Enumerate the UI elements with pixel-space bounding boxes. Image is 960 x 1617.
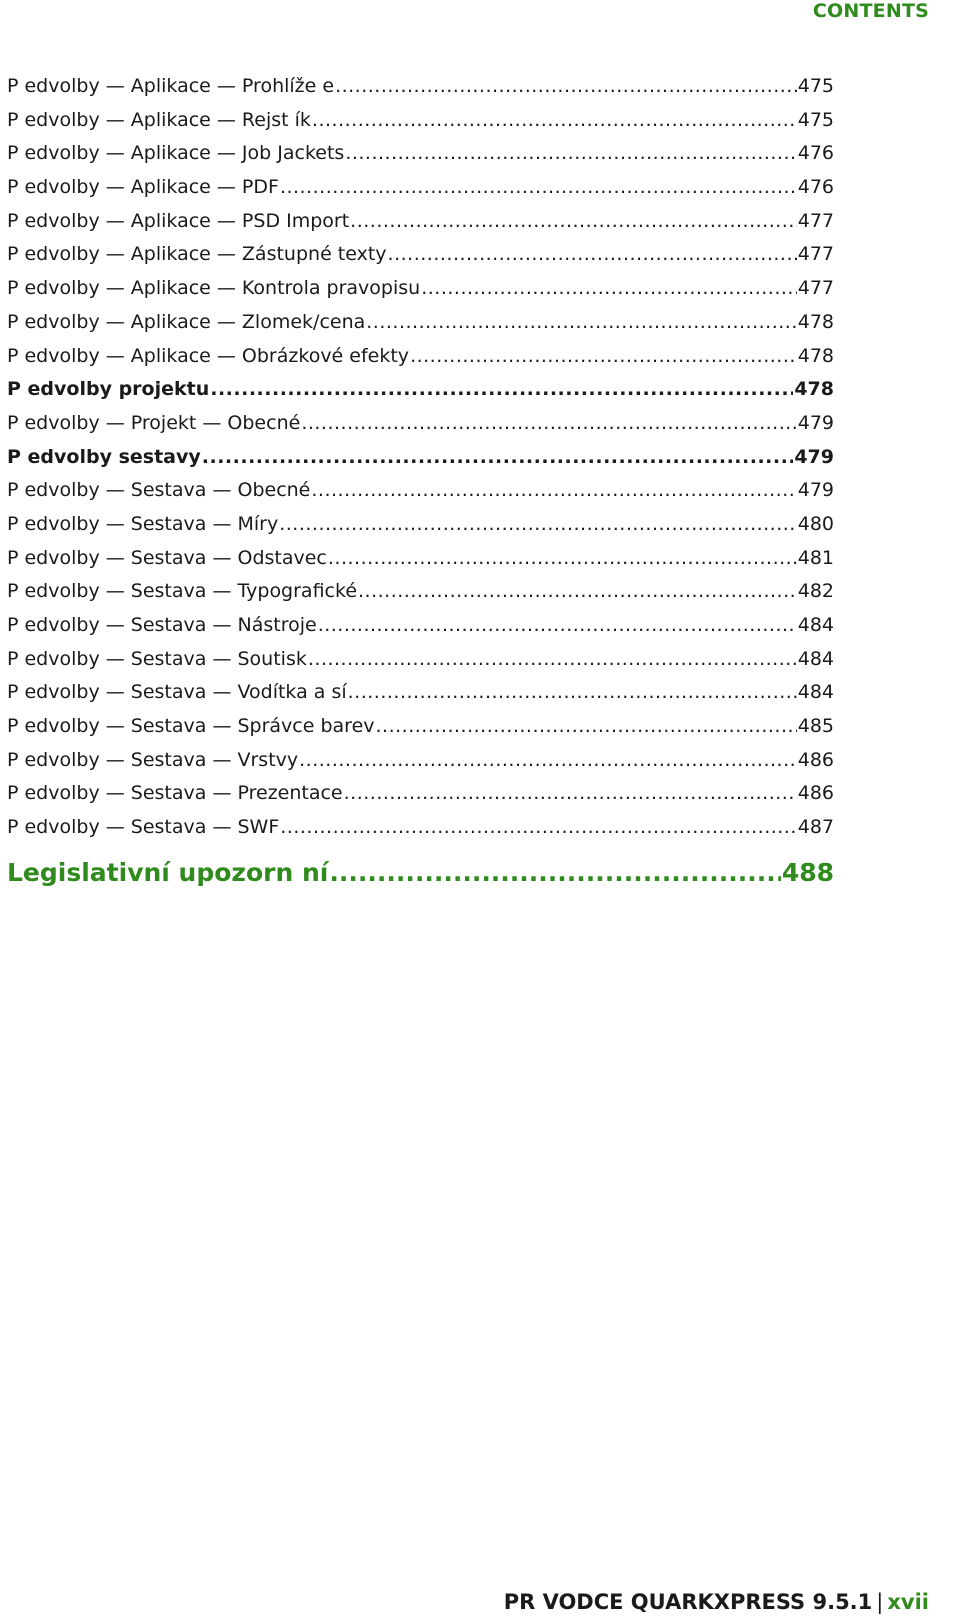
toc-entry[interactable] <box>7 176 834 210</box>
toc-entry[interactable] <box>7 681 834 715</box>
toc-entry-label: P edvolby — Aplikace — Kontrola pravopisu <box>7 277 421 300</box>
toc-entry-label: P edvolby — Aplikace — Zástupné texty <box>7 243 387 266</box>
toc-entry-label: P edvolby sestavy <box>7 445 201 468</box>
toc-leader-dots <box>280 176 797 198</box>
footer-separator: | <box>876 1590 884 1614</box>
toc-entry-page: 482 <box>797 580 834 603</box>
toc-entry-label: P edvolby — Sestava — Vrstvy <box>7 748 299 771</box>
toc-entry[interactable] <box>7 109 834 143</box>
toc-leader-dots <box>335 75 797 97</box>
toc-leader-dots <box>301 412 796 434</box>
toc-entry[interactable] <box>7 547 834 581</box>
toc-entry-label: P edvolby — Sestava — SWF <box>7 816 280 839</box>
toc-entry[interactable] <box>7 345 834 379</box>
toc-entry-label: P edvolby projektu <box>7 378 210 401</box>
toc-leader-dots <box>308 648 797 670</box>
toc-entry-page: 486 <box>797 782 834 805</box>
toc-entry-page: 476 <box>797 142 834 165</box>
toc-leader-dots <box>202 446 794 468</box>
toc-entry-page: 478 <box>794 378 834 401</box>
toc-leader-dots <box>350 210 797 232</box>
toc-entry-page: 476 <box>797 176 834 199</box>
toc-entry-label: P edvolby — Projekt — Obecné <box>7 411 301 434</box>
toc-entry-label: P edvolby — Aplikace — Obrázkové efekty <box>7 344 410 367</box>
toc-entry-label: P edvolby — Sestava — Správce barev <box>7 715 375 738</box>
toc-entry-label: P edvolby — Sestava — Obecné <box>7 479 311 502</box>
toc-entry[interactable] <box>7 513 834 547</box>
toc-entry[interactable] <box>7 479 834 513</box>
toc-entry-page: 486 <box>797 748 834 771</box>
toc-leader-dots <box>344 782 797 804</box>
toc-leader-dots <box>311 479 796 501</box>
toc-entry[interactable] <box>7 142 834 176</box>
toc-entry[interactable] <box>7 715 834 749</box>
toc-entry-page: 478 <box>797 344 834 367</box>
toc-leader-dots <box>210 378 793 400</box>
page-footer <box>504 1590 929 1614</box>
toc-leader-dots <box>345 142 796 164</box>
toc-entry[interactable] <box>7 782 834 816</box>
toc-entry[interactable] <box>7 580 834 614</box>
toc-entry-page: 487 <box>797 816 834 839</box>
footer-title: PR VODCE QUARKXPRESS 9.5.1 <box>503 1590 873 1614</box>
toc-chapter-page: 488 <box>781 858 834 887</box>
toc-entry-label: P edvolby — Aplikace — PDF <box>7 176 279 199</box>
toc-section-entry[interactable] <box>7 446 834 480</box>
toc-entry-label: P edvolby — Aplikace — PSD Import <box>7 209 350 232</box>
toc-leader-dots <box>358 580 797 602</box>
toc-entry-page: 479 <box>794 445 834 468</box>
toc-entry-page: 479 <box>797 479 834 502</box>
toc-leader-dots <box>329 858 780 887</box>
toc-entry-label: P edvolby — Aplikace — Rejst ík <box>7 108 311 131</box>
toc-entry[interactable] <box>7 749 834 783</box>
page-header-title: CONTENTS <box>812 0 929 22</box>
toc-leader-dots <box>410 345 797 367</box>
toc-chapter-label: Legislativní upozorn ní <box>7 858 329 887</box>
toc-entry-page: 475 <box>797 108 834 131</box>
toc-entry[interactable] <box>7 614 834 648</box>
toc-chapter-entry[interactable] <box>7 858 834 887</box>
toc-entry-label: P edvolby — Sestava — Nástroje <box>7 614 317 636</box>
toc-leader-dots <box>318 614 797 636</box>
toc-entry[interactable] <box>7 648 834 682</box>
toc-entry-page: 477 <box>797 243 834 266</box>
toc-leader-dots <box>348 681 797 703</box>
toc-entry-page: 475 <box>797 75 834 97</box>
toc-leader-dots <box>376 715 797 737</box>
toc-leader-dots <box>279 513 797 535</box>
toc-entry[interactable] <box>7 243 834 277</box>
toc-leader-dots <box>299 749 797 771</box>
toc-entry-label: P edvolby — Sestava — Míry <box>7 512 279 535</box>
toc-entry[interactable] <box>7 277 834 311</box>
toc-entry-page: 480 <box>797 512 834 535</box>
toc-entry-page: 477 <box>797 209 834 232</box>
toc-leader-dots <box>328 547 797 569</box>
toc-entry-label: P edvolby — Aplikace — Zlomek/cena <box>7 310 366 333</box>
toc-entry-page: 481 <box>797 546 834 569</box>
toc-leader-dots <box>388 243 797 265</box>
toc-entry-label: P edvolby — Sestava — Odstavec <box>7 546 327 569</box>
toc-entry-page: 484 <box>797 681 834 704</box>
toc-entry-page: 484 <box>797 647 834 670</box>
footer-page-number: xvii <box>887 1590 929 1614</box>
toc-leader-dots <box>280 816 796 838</box>
toc-entry-label: P edvolby — Sestava — Vodítka a sí <box>7 681 347 704</box>
toc-leader-dots <box>421 277 797 299</box>
toc-entry-label: P edvolby — Aplikace — Job Jackets <box>7 142 345 165</box>
toc-entry[interactable] <box>7 210 834 244</box>
toc-entry-label: P edvolby — Sestava — Typografické <box>7 580 358 603</box>
toc-list <box>7 75 834 850</box>
toc-entry-page: 485 <box>797 715 834 738</box>
toc-entry[interactable] <box>7 311 834 345</box>
toc-entry-label: P edvolby — Aplikace — Prohlíže e <box>7 75 335 97</box>
toc-section-entry[interactable] <box>7 378 834 412</box>
toc-entry[interactable] <box>7 816 834 850</box>
toc-entry-label: P edvolby — Sestava — Prezentace <box>7 782 343 805</box>
toc-entry[interactable] <box>7 412 834 446</box>
toc-entry-page: 477 <box>797 277 834 300</box>
toc-entry[interactable] <box>7 75 834 109</box>
toc-entry-page: 479 <box>797 411 834 434</box>
toc-entry-page: 478 <box>797 310 834 333</box>
toc-entry-page: 484 <box>797 614 834 636</box>
toc-leader-dots <box>312 109 797 131</box>
toc-leader-dots <box>366 311 796 333</box>
toc-entry-label: P edvolby — Sestava — Soutisk <box>7 647 307 670</box>
